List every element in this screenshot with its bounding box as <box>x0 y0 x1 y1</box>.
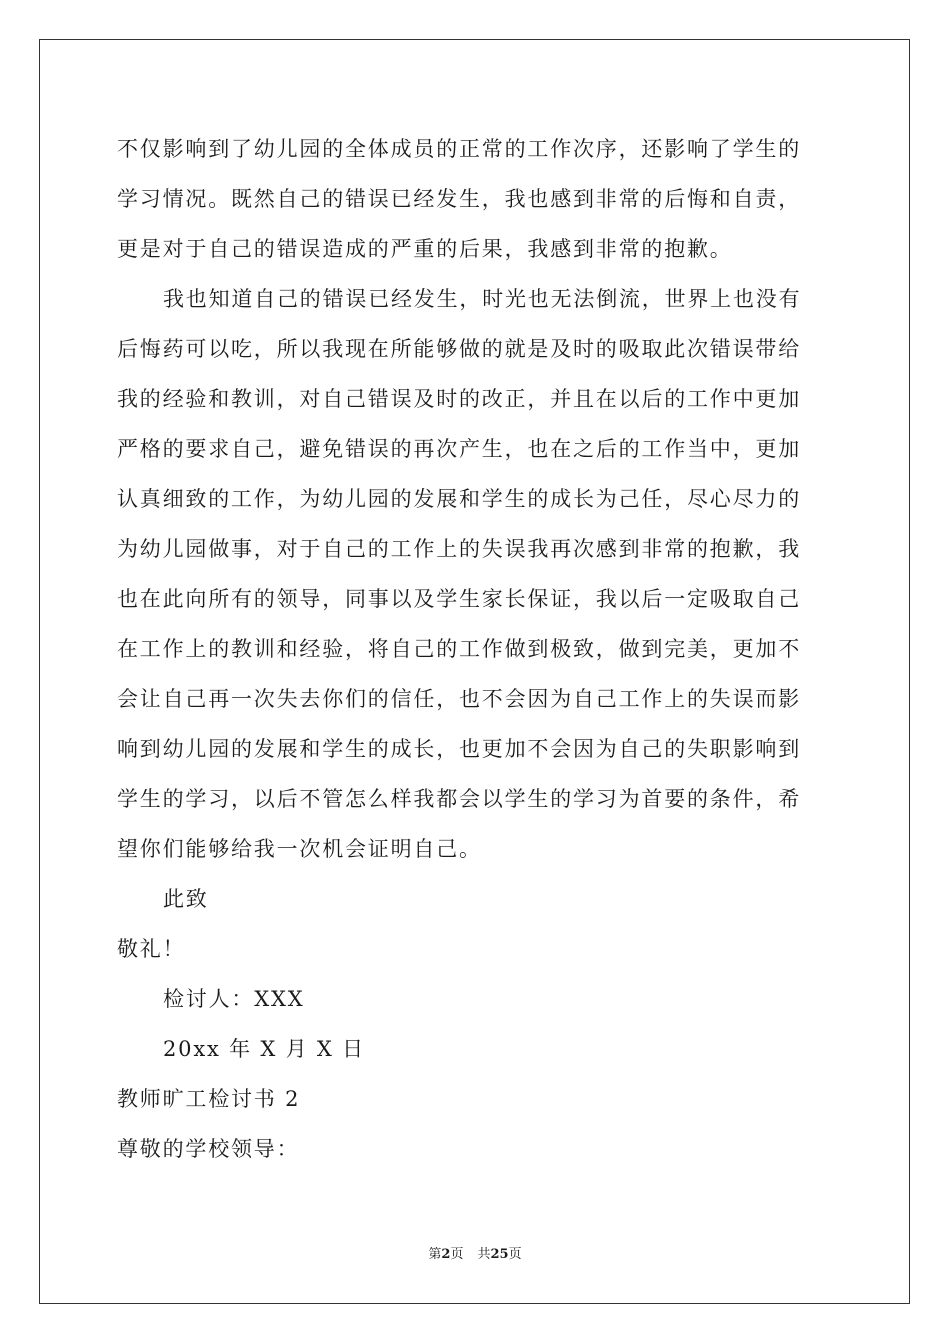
paragraph-line: 也在此向所有的领导，同事以及学生家长保证，我以后一定吸取自己 <box>117 587 801 611</box>
paragraph-line: 认真细致的工作，为幼儿园的发展和学生的成长为己任，尽心尽力的 <box>117 487 801 511</box>
date-line: 20xx 年 X 月 X 日 <box>163 1037 365 1061</box>
section-greeting: 尊敬的学校领导： <box>117 1137 300 1161</box>
paragraph-line: 望你们能够给我一次机会证明自己。 <box>117 837 482 861</box>
paragraph-line: 严格的要求自己，避免错误的再次产生，也在之后的工作当中，更加 <box>117 437 801 461</box>
paragraph-line: 我的经验和教训，对自己错误及时的改正，并且在以后的工作中更加 <box>117 387 801 411</box>
paragraph-line: 会让自己再一次失去你们的信任，也不会因为自己工作上的失误而影 <box>117 687 801 711</box>
signer-line: 检讨人：XXX <box>163 987 305 1011</box>
total-prefix: 共 <box>477 1247 491 1262</box>
section-title: 教师旷工检讨书 2 <box>117 1087 301 1111</box>
paragraph-line: 不仅影响到了幼儿园的全体成员的正常的工作次序，还影响了学生的 <box>117 137 801 161</box>
closing-salutation: 此致 <box>163 887 209 911</box>
paragraph-line: 后悔药可以吃，所以我现在所能够做的就是及时的吸取此次错误带给 <box>117 337 801 361</box>
closing-regards: 敬礼！ <box>117 937 186 961</box>
page-suffix: 页 <box>450 1247 464 1262</box>
page-prefix: 第 <box>428 1247 442 1262</box>
paragraph-line: 我也知道自己的错误已经发生，时光也无法倒流，世界上也没有 <box>163 287 802 311</box>
paragraph-line: 响到幼儿园的发展和学生的成长，也更加不会因为自己的失职影响到 <box>117 737 801 761</box>
paragraph-line: 学习情况。既然自己的错误已经发生，我也感到非常的后悔和自责， <box>117 187 801 211</box>
total-suffix: 页 <box>508 1247 522 1262</box>
paragraph-line: 为幼儿园做事，对于自己的工作上的失误我再次感到非常的抱歉，我 <box>117 537 801 561</box>
total-pages: 25 <box>490 1247 509 1262</box>
page-footer <box>0 1245 950 1265</box>
paragraph-line: 学生的学习，以后不管怎么样我都会以学生的学习为首要的条件，希 <box>117 787 801 811</box>
paragraph-line: 更是对于自己的错误造成的严重的后果，我感到非常的抱歉。 <box>117 237 733 261</box>
paragraph-line: 在工作上的教训和经验，将自己的工作做到极致，做到完美，更加不 <box>117 637 801 661</box>
page-border <box>39 39 910 1304</box>
page-number: 2 <box>441 1247 451 1262</box>
